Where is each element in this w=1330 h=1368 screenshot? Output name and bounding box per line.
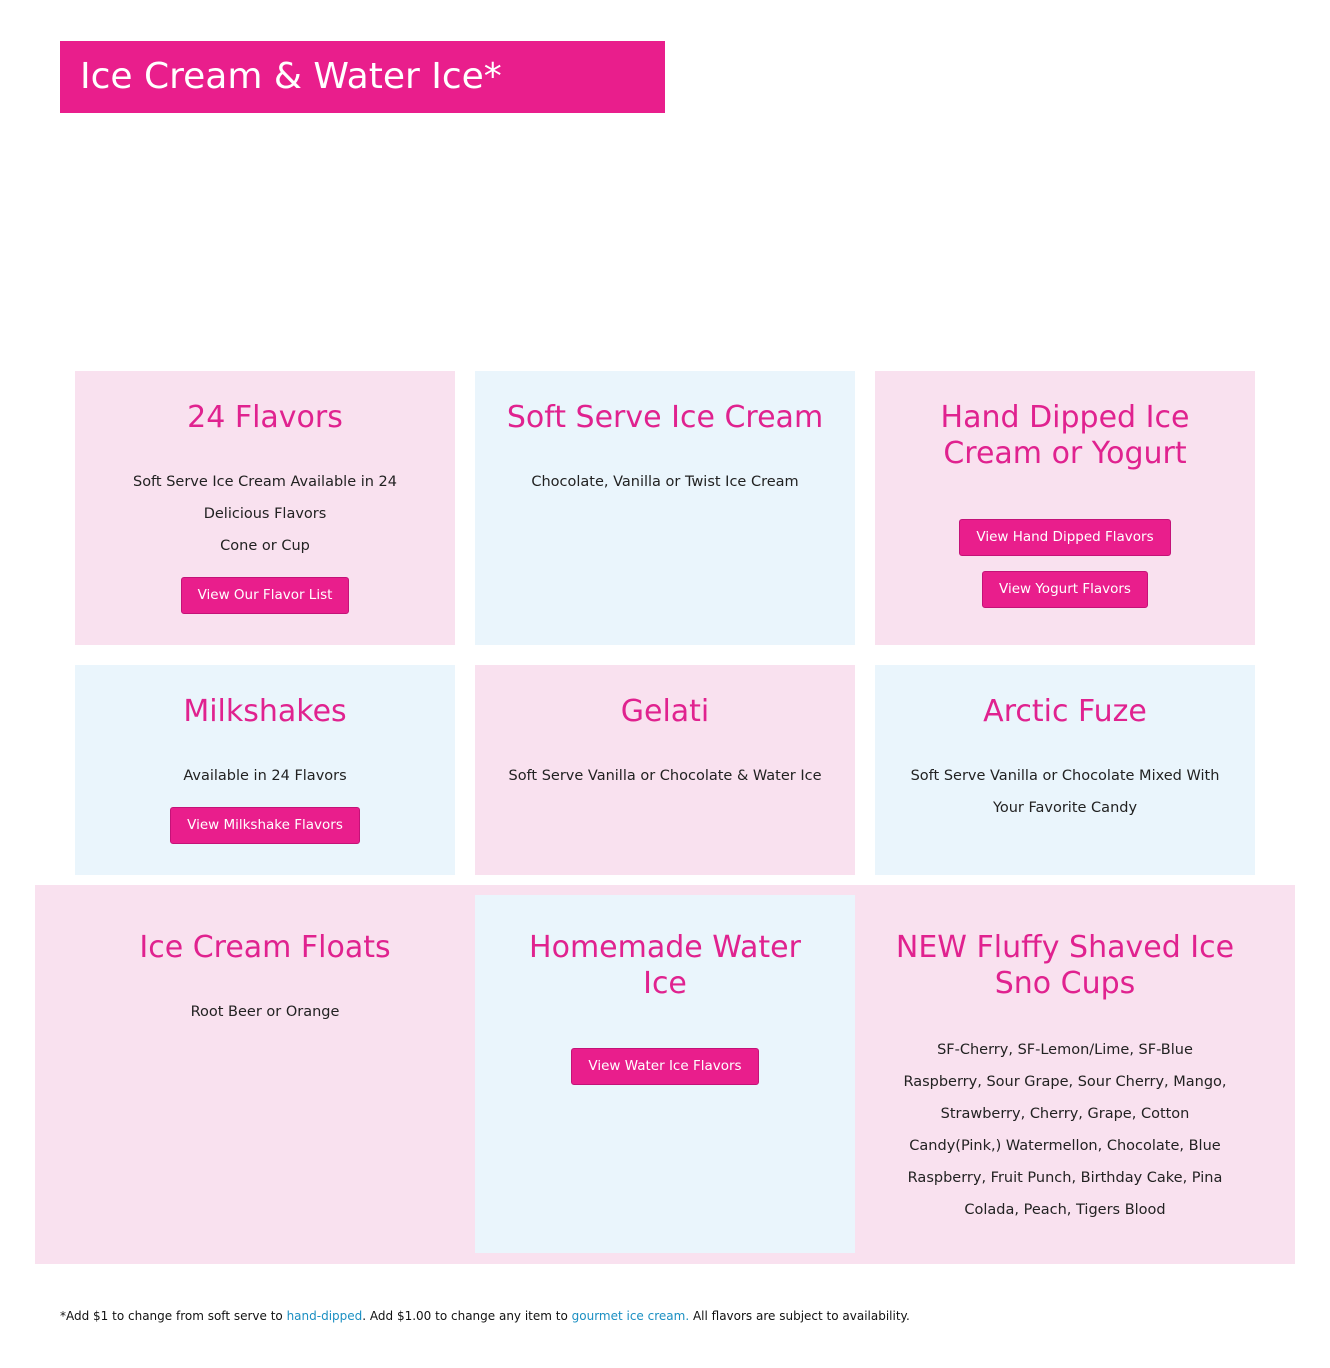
card-24-flavors xyxy=(75,371,455,645)
desc-line: Colada, Peach, Tigers Blood xyxy=(964,1202,1166,1218)
card-description xyxy=(75,996,455,1028)
card-title-line: Cream or Yogurt xyxy=(943,436,1187,471)
card-title xyxy=(875,400,1255,472)
hand-dipped-link[interactable]: hand-dipped xyxy=(286,1309,363,1323)
desc-line: Delicious Flavors xyxy=(203,506,327,522)
desc-line: Cone or Cup xyxy=(220,538,310,554)
card-hand-dipped xyxy=(875,371,1255,645)
card-title-line: Sno Cups xyxy=(994,966,1136,1001)
card-title: Gelati xyxy=(620,694,710,729)
card-description xyxy=(875,760,1255,824)
card-title-line: Hand Dipped Ice xyxy=(940,400,1190,435)
desc-line: Candy(Pink,) Watermellon, Chocolate, Blue xyxy=(909,1138,1221,1154)
desc-line: Available in 24 Flavors xyxy=(183,768,347,784)
footnote-text: . Add $1.00 to change any item to xyxy=(362,1309,572,1323)
footnote xyxy=(60,1306,910,1326)
card-description xyxy=(875,1034,1255,1226)
card-soft-serve xyxy=(475,371,855,645)
card-description xyxy=(75,466,455,562)
card-shaved-ice xyxy=(875,895,1255,1253)
card-title-line: Homemade Water xyxy=(529,930,801,965)
card-title: Soft Serve Ice Cream xyxy=(506,400,824,435)
footnote-text: All flavors are subject to availability. xyxy=(689,1309,910,1323)
card-title xyxy=(875,930,1255,1002)
view-hand-dipped-button[interactable]: View Hand Dipped Flavors xyxy=(959,519,1170,556)
desc-line: SF-Cherry, SF-Lemon/Lime, SF-Blue xyxy=(937,1042,1193,1058)
card-arctic-fuze xyxy=(875,665,1255,875)
card-title: 24 Flavors xyxy=(187,400,343,435)
view-flavor-list-button[interactable]: View Our Flavor List xyxy=(181,577,350,614)
desc-line: Raspberry, Sour Grape, Sour Cherry, Mango, xyxy=(903,1074,1227,1090)
desc-line: Soft Serve Vanilla or Chocolate & Water Ice xyxy=(508,768,822,784)
card-water-ice xyxy=(475,895,855,1253)
card-gelati xyxy=(475,665,855,875)
card-milkshakes xyxy=(75,665,455,875)
page-title: Ice Cream & Water Ice* xyxy=(60,41,665,113)
desc-line: Your Favorite Candy xyxy=(992,800,1138,816)
card-description xyxy=(75,760,455,792)
card-description xyxy=(475,466,855,498)
card-floats xyxy=(75,895,455,1253)
footnote-text: *Add $1 to change from soft serve to xyxy=(60,1309,287,1323)
card-title: Ice Cream Floats xyxy=(139,930,391,965)
view-yogurt-button[interactable]: View Yogurt Flavors xyxy=(982,571,1148,608)
card-title: Milkshakes xyxy=(183,694,347,729)
card-title: Arctic Fuze xyxy=(983,694,1147,729)
view-milkshake-button[interactable]: View Milkshake Flavors xyxy=(170,807,360,844)
gourmet-ice-cream-link[interactable]: gourmet ice cream. xyxy=(571,1309,690,1323)
desc-line: Root Beer or Orange xyxy=(190,1004,340,1020)
view-water-ice-button[interactable]: View Water Ice Flavors xyxy=(571,1048,758,1085)
desc-line: Raspberry, Fruit Punch, Birthday Cake, Pina xyxy=(907,1170,1223,1186)
card-title-line: Ice xyxy=(643,966,687,1001)
card-title-line: NEW Fluffy Shaved Ice xyxy=(895,930,1235,965)
desc-line: Soft Serve Ice Cream Available in 24 xyxy=(132,474,398,490)
card-title xyxy=(475,930,855,1002)
desc-line: Chocolate, Vanilla or Twist Ice Cream xyxy=(531,474,799,490)
desc-line: Strawberry, Cherry, Grape, Cotton xyxy=(940,1106,1190,1122)
card-description xyxy=(475,760,855,792)
desc-line: Soft Serve Vanilla or Chocolate Mixed With xyxy=(910,768,1220,784)
